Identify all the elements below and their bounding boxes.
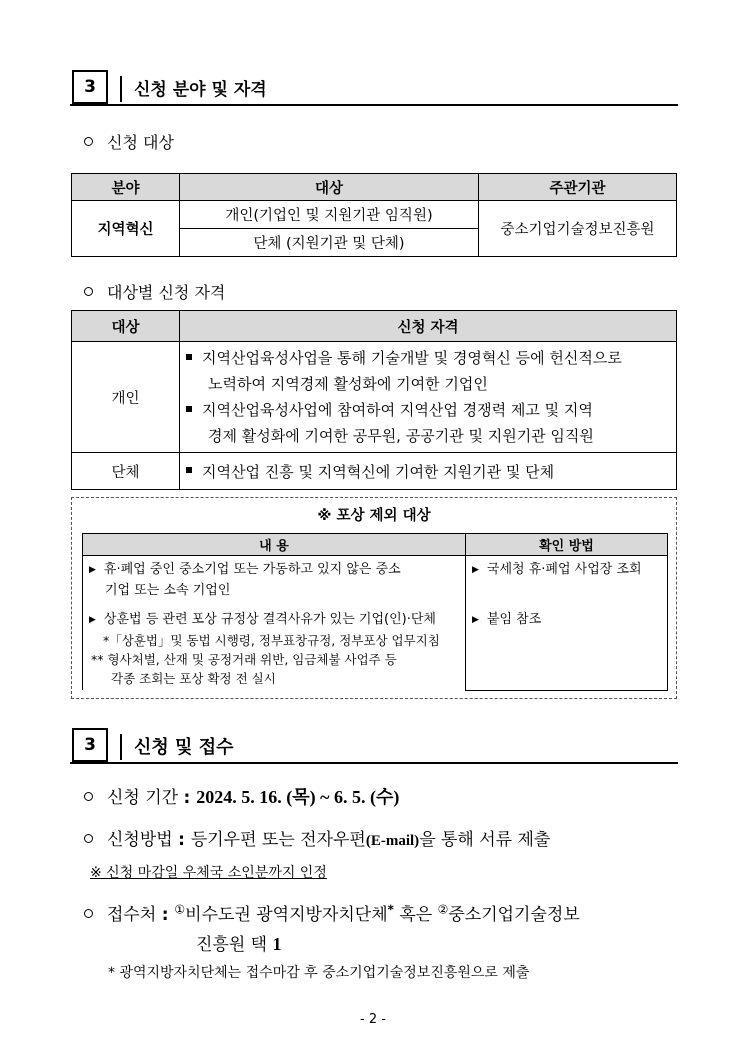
circle-bullet-icon bbox=[84, 909, 93, 918]
section-title: 신청 분야 및 자격 bbox=[134, 80, 267, 100]
section-title: 신청 및 접수 bbox=[134, 737, 234, 758]
receipt-note: * 광역지방자치단체는 접수마감 후 중소기업기술정보진흥원으로 제출 bbox=[108, 965, 530, 981]
exclusion-row: ▶ 휴·폐업 중인 중소기업 또는 가동하고 있지 않은 중소 기업 또는 소속 기업인 ▶ 상훈법 등 관련 포상 규정상 결격사유가 있는 기업(인)·단체 *「상훈법」및 동법 시행령, 정부표창규정, 정부포상 업무지침 ** 형사처벌, 산재 및 공정거래 위반, 임금체불 사업주 등 각종 조회는 포상 확정 전 실시 bbox=[83, 556, 466, 691]
table-header: 확인 방법 bbox=[466, 534, 668, 556]
target-cell: 단체 (지원기관 및 단체) bbox=[180, 229, 479, 257]
apply-target-table bbox=[71, 173, 677, 257]
circle-bullet-icon bbox=[84, 834, 93, 843]
triangle-bullet-icon: ▶ bbox=[89, 615, 96, 625]
exclusion-box bbox=[71, 497, 677, 699]
triangle-bullet-icon: ▶ bbox=[472, 615, 479, 625]
section-header bbox=[70, 70, 678, 106]
table-header: 주관기관 bbox=[479, 174, 677, 201]
section-divider bbox=[120, 76, 122, 102]
method-note: ※ 신청 마감일 우체국 소인분까지 인정 bbox=[90, 865, 327, 881]
exclusion-title: ※ 포상 제외 대상 bbox=[317, 508, 431, 524]
method-line: 신청방법 : 등기우편 또는 전자우편(E-mail)을 통해 서류 제출 bbox=[84, 825, 550, 850]
qualification-heading: 대상별 신청 자격 bbox=[84, 280, 225, 303]
email-label: (E-mail) bbox=[365, 833, 420, 849]
square-bullet-icon bbox=[186, 467, 192, 473]
exclusion-note: 각종 조회는 포상 확정 전 실시 bbox=[111, 671, 276, 686]
square-bullet-icon bbox=[186, 354, 192, 360]
target-cell: 개인(기업인 및 지원기관 임직원) bbox=[180, 201, 479, 229]
field-cell: 지역혁신 bbox=[72, 201, 180, 257]
exclusion-line: 기업 또는 소속 기업인 bbox=[105, 583, 231, 598]
apply-target-heading: 신청 대상 bbox=[84, 130, 174, 153]
group-label: 단체 bbox=[72, 453, 180, 490]
list-item-continuation: 경제 활성화에 기여한 공무원, 공공기관 및 지원기관 임직원 bbox=[208, 427, 594, 445]
table-header: 신청 자격 bbox=[180, 311, 677, 342]
circle-bullet-icon bbox=[84, 287, 93, 296]
page-number: - 2 - bbox=[360, 1012, 386, 1027]
receipt-line-continuation: 진흥원 택 1 bbox=[196, 934, 282, 955]
exclusion-note: ** 형사처벌, 산재 및 공정거래 위반, 임금체불 사업주 등 bbox=[91, 652, 397, 667]
exclusion-method-cell: ▶ 국세청 휴·폐업 사업장 조회 ▶ 붙임 참조 bbox=[466, 556, 668, 691]
section-divider bbox=[120, 734, 122, 760]
circle-bullet-icon bbox=[84, 137, 93, 146]
receipt-line: 접수처 : ①비수도권 광역지방자치단체* 혹은 ②중소기업기술정보 bbox=[84, 900, 580, 925]
list-item: 지역산업육성사업을 통해 기술개발 및 경영혁신 등에 헌신적으로 bbox=[186, 345, 674, 371]
section-number: 3 bbox=[72, 70, 108, 104]
section-number: 3 bbox=[72, 728, 108, 762]
table-header: 내 용 bbox=[83, 534, 466, 556]
list-item: 지역산업육성사업에 참여하여 지역산업 경쟁력 제고 및 지역 bbox=[186, 397, 674, 423]
table-header: 대상 bbox=[72, 311, 180, 342]
individual-label: 개인 bbox=[72, 342, 180, 453]
table-header: 대상 bbox=[180, 174, 479, 201]
period-value: 2024. 5. 16. (목) ~ 6. 5. (수) bbox=[196, 787, 400, 807]
triangle-bullet-icon: ▶ bbox=[89, 565, 96, 575]
exclusion-note: *「상훈법」및 동법 시행령, 정부표창규정, 정부포상 업무지침 bbox=[103, 633, 440, 648]
period-line: 신청 기간 : 2024. 5. 16. (목) ~ 6. 5. (수) bbox=[84, 783, 399, 809]
triangle-bullet-icon: ▶ bbox=[472, 565, 479, 575]
organizer-cell: 중소기업기술정보진흥원 bbox=[479, 201, 677, 257]
exclusion-table bbox=[82, 533, 668, 691]
individual-qualifications bbox=[180, 342, 677, 453]
list-item-continuation: 노력하여 지역경제 활성화에 기여한 기업인 bbox=[208, 375, 488, 393]
group-qualification: 지역산업 진흥 및 지역혁신에 기여한 지원기관 및 단체 bbox=[180, 453, 677, 490]
qualification-table bbox=[71, 310, 677, 490]
square-bullet-icon bbox=[186, 406, 192, 412]
section-header bbox=[70, 728, 678, 764]
table-header: 분야 bbox=[72, 174, 180, 201]
circle-bullet-icon bbox=[84, 792, 93, 801]
